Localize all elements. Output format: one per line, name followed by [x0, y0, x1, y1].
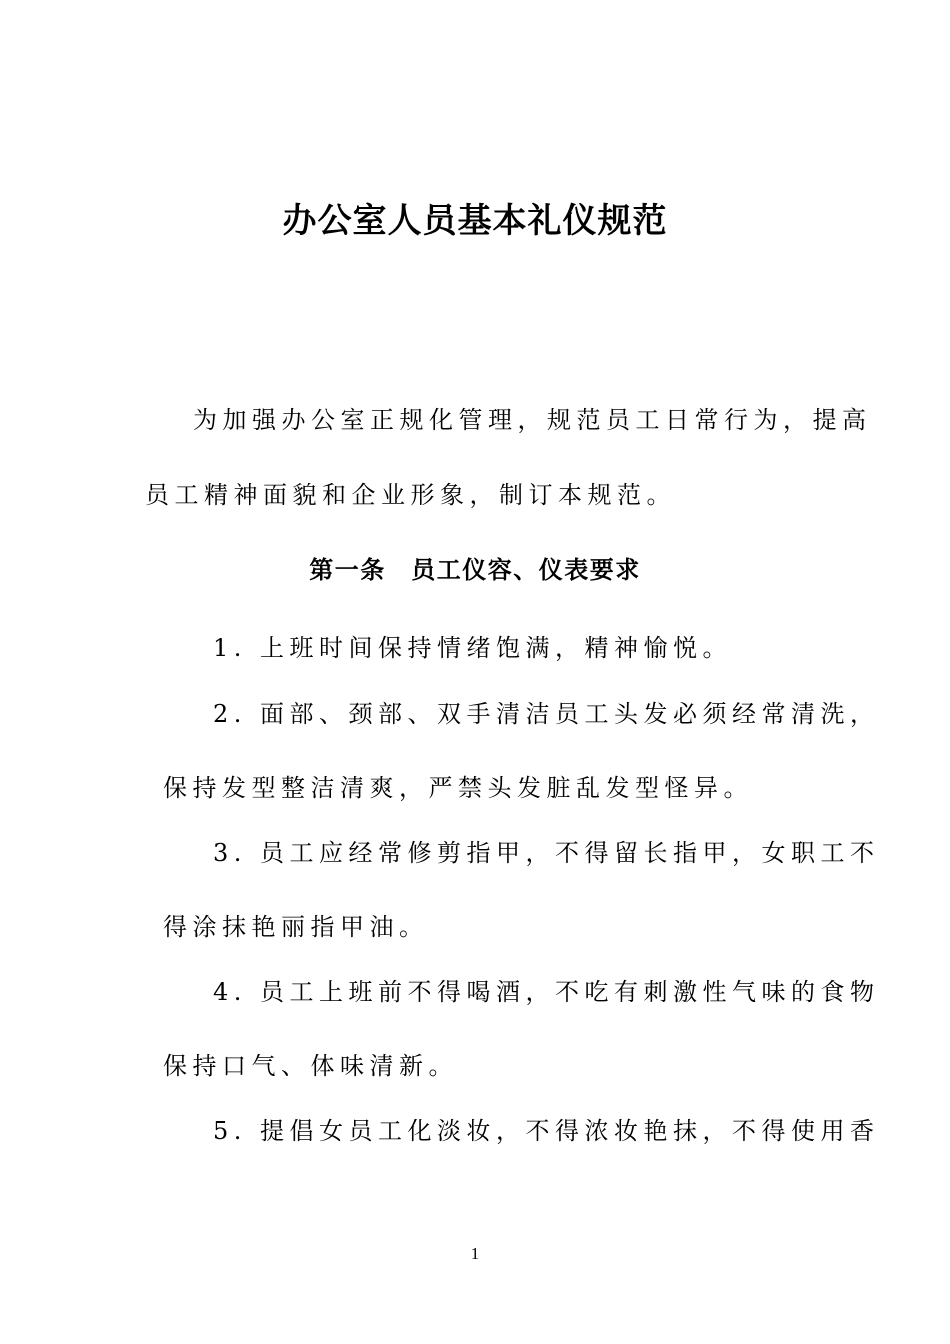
section-heading-article-1: 第一条 员工仪容、仪表要求 — [309, 556, 641, 584]
intro-line-1: 为加强办公室正规化管理，规范员工日常行为，提高 — [193, 406, 872, 434]
list-item-2-line-2: 保持发型整洁清爽，严禁头发脏乱发型怪异。 — [163, 774, 753, 802]
list-item-2-line-1: 2. 面部、颈部、双手清洁员工头发必须经常清洗， — [213, 700, 880, 728]
list-item-5-line-1: 5. 提倡女员工化淡妆，不得浓妆艳抹，不得使用香 — [213, 1117, 880, 1145]
intro-line-2: 员工精神面貌和企业形象，制订本规范。 — [145, 481, 676, 509]
page-number: 1 — [470, 1244, 480, 1263]
document-title: 办公室人员基本礼仪规范 — [282, 201, 668, 241]
list-item-4-line-1: 4. 员工上班前不得喝酒，不吃有刺激性气味的食物 — [213, 978, 880, 1006]
list-item-1-line-1: 1. 上班时间保持情绪饱满，精神愉悦。 — [213, 634, 733, 662]
list-item-3-line-1: 3. 员工应经常修剪指甲，不得留长指甲，女职工不 — [213, 839, 880, 867]
list-item-4-line-2: 保持口气、体味清新。 — [163, 1052, 458, 1080]
list-item-3-line-2: 得涂抹艳丽指甲油。 — [163, 913, 429, 941]
